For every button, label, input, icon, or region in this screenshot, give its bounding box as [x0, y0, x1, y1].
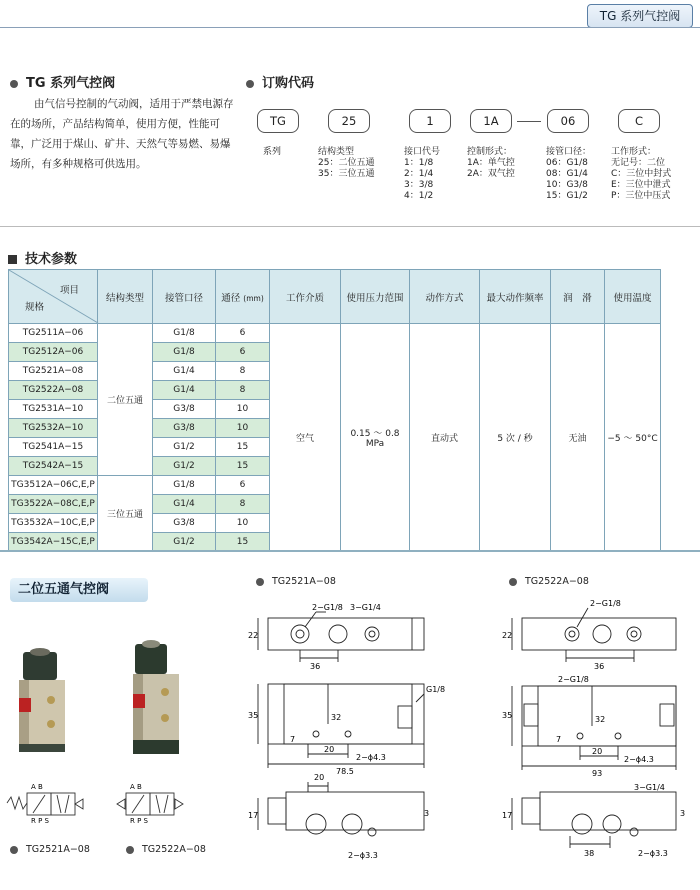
port-cell: G1/4 [153, 362, 216, 381]
spec-header-temp: 使用温度 [605, 270, 661, 324]
d1-hole-note-2: 2−ϕ3.3 [348, 851, 378, 860]
spec-header-medium: 工作介质 [270, 270, 341, 324]
pressure-cell [341, 324, 410, 552]
code-box-control: 1A [470, 109, 512, 133]
code-box-series: TG [257, 109, 299, 133]
technical-drawing-1 [248, 592, 446, 872]
drawing1-label [256, 576, 336, 587]
drawing1-label-text: TG2521A−08 [272, 576, 336, 587]
bore-cell: 8 [216, 362, 270, 381]
diagonal-line [9, 270, 98, 323]
header-rule [0, 27, 700, 28]
bore-cell: 6 [216, 476, 270, 495]
code-box-bore: 06 [547, 109, 589, 133]
d1-dim-35: 35 [248, 711, 259, 720]
spec-header-action: 动作方式 [410, 270, 480, 324]
d2-port-note-2: 2−G1/8 [558, 675, 589, 684]
d2-dim-32: 32 [595, 715, 606, 724]
model-cell: TG3512A−06C,E,P [9, 476, 98, 495]
model-cell: TG3542A−15C,E,P [9, 533, 98, 552]
photo-label-1 [10, 844, 90, 855]
d2-dim-93: 93 [592, 769, 603, 778]
d2-dim-36: 36 [594, 662, 605, 671]
code-desc-control: 控制形式： 1A：单气控 2A：双气控 [467, 147, 515, 179]
spec-corner-cell [9, 270, 98, 324]
spec-header-frequency: 最大动作频率 [480, 270, 551, 324]
port-cell: G1/8 [153, 476, 216, 495]
d2-dim-3: 3 [680, 809, 686, 818]
valve-symbol-1 [7, 793, 83, 815]
bore-unit: (mm) [243, 293, 264, 303]
bullet-dot-icon [10, 80, 18, 88]
port-cell: G1/8 [153, 343, 216, 362]
d1-hole-note: 2−ϕ4.3 [356, 753, 386, 762]
code-box-port: 1 [409, 109, 451, 133]
model-cell: TG2532A−10 [9, 419, 98, 438]
port-cell: G3/8 [153, 400, 216, 419]
drawing2-label-text: TG2522A−08 [525, 576, 589, 587]
code-desc-bore: 接管口径： 06：G1/8 08：G1/4 10：G3/8 15：G1/2 [546, 147, 592, 201]
bullet-square-icon [8, 255, 17, 264]
symbol2-ports-top: A B [130, 783, 142, 791]
d1-port-note: 2−G1/8 [312, 603, 343, 612]
intro-title: TG 系列气控阀 [26, 76, 116, 91]
code-desc-series: 系列 [263, 147, 282, 157]
spec-header-structure: 结构类型 [98, 270, 153, 324]
pressure-range: 0.15 ～ 0.8 [350, 429, 400, 439]
d1-dim-20: 20 [324, 745, 335, 754]
spec-header-pressure: 使用压力范围 [341, 270, 410, 324]
port-cell: G1/2 [153, 457, 216, 476]
code-dash [517, 121, 541, 122]
port-cell: G1/2 [153, 533, 216, 552]
spec-heading [8, 248, 77, 267]
product-section-title: 二位五通气控阀 [10, 578, 148, 602]
symbol1-ports-top: A B [31, 783, 43, 791]
structure-cell: 三位五通 [98, 476, 153, 552]
bore-cell: 15 [216, 438, 270, 457]
order-title: 订购代码 [262, 76, 315, 91]
d2-dim-38: 38 [584, 849, 595, 858]
bullet-dot-icon [246, 80, 254, 88]
valve-symbol-2 [117, 793, 183, 815]
table-row [9, 324, 661, 343]
d1-dim-36: 36 [310, 662, 321, 671]
temp-cell: −5 ～ 50°C [605, 324, 661, 552]
valve-photo-1 [19, 648, 65, 752]
model-cell: TG3532A−10C,E,P [9, 514, 98, 533]
d1-dim-785: 78.5 [336, 767, 354, 776]
bore-cell: 15 [216, 457, 270, 476]
valve-symbols [5, 778, 215, 828]
photo-label-2-text: TG2522A−08 [142, 844, 206, 855]
product-photos [5, 640, 205, 765]
d2-dim-22: 22 [502, 631, 513, 640]
spec-table [8, 269, 661, 552]
d2-dim-7: 7 [556, 735, 562, 744]
port-cell: G3/8 [153, 419, 216, 438]
d2-dim-20: 20 [592, 747, 603, 756]
intro-heading [10, 72, 115, 91]
d1-dim-20b: 20 [314, 773, 325, 782]
bore-cell: 8 [216, 495, 270, 514]
action-cell: 直动式 [410, 324, 480, 552]
bore-cell: 8 [216, 381, 270, 400]
spec-header-row [9, 270, 661, 324]
lube-cell: 无油 [551, 324, 605, 552]
d1-dim-32: 32 [331, 713, 342, 722]
intro-text: 由气信号控制的气动阀，适用于严禁电源存在的场所，产品结构简单，使用方便，性能可靠，广泛用于煤山、矿井、天然气等易燃、易爆场所，有多种规格可供选用。 [10, 98, 234, 170]
corner-top-label: 项目 [59, 285, 79, 296]
symbol2-ports-bottom: R P S [130, 817, 148, 825]
spec-bottom-rule [0, 550, 700, 552]
drawing2-label [509, 576, 589, 587]
code-box-structure: 25 [328, 109, 370, 133]
spec-header-bore [216, 270, 270, 324]
photo-label-1-text: TG2521A−08 [26, 844, 90, 855]
d1-dim-3: 3 [424, 809, 430, 818]
d2-hole-note: 2−ϕ4.3 [624, 755, 654, 764]
d1-port-note-2: 3−G1/4 [350, 603, 381, 612]
structure-cell: 二位五通 [98, 324, 153, 476]
order-heading [246, 72, 314, 91]
d1-dim-22: 22 [248, 631, 259, 640]
model-cell: TG2521A−08 [9, 362, 98, 381]
frequency-cell: 5 次 / 秒 [480, 324, 551, 552]
section-rule [0, 226, 700, 227]
code-desc-mode: 工作形式： 无记号：二位 C：三位中封式 E：三位中泄式 P：三位中压式 [611, 147, 672, 201]
d2-port-note-3: 3−G1/4 [634, 783, 665, 792]
port-cell: G3/8 [153, 514, 216, 533]
bullet-dot-icon [10, 846, 18, 854]
code-desc-port: 接口代号 1：1/8 2：1/4 3：3/8 4：1/2 [404, 147, 441, 201]
model-cell: TG2512A−06 [9, 343, 98, 362]
code-box-mode: C [618, 109, 660, 133]
port-cell: G1/8 [153, 324, 216, 343]
spec-header-lube: 润 滑 [551, 270, 605, 324]
port-cell: G1/4 [153, 381, 216, 400]
code-desc-structure: 结构类型 25：二位五通 35：三位五通 [318, 147, 375, 179]
model-cell: TG2511A−06 [9, 324, 98, 343]
spec-title: 技术参数 [25, 252, 78, 267]
medium-cell: 空气 [270, 324, 341, 552]
d1-g18-note: G1/8 [426, 685, 446, 694]
series-tag: TG 系列气控阀 [587, 4, 693, 28]
port-cell: G1/4 [153, 495, 216, 514]
bore-label: 通径 [221, 292, 241, 304]
pressure-unit: MPa [365, 439, 385, 449]
photo-label-2 [126, 844, 206, 855]
d2-dim-35: 35 [502, 711, 513, 720]
technical-drawing-2 [500, 592, 698, 872]
bullet-dot-icon [256, 578, 264, 586]
model-cell: TG2522A−08 [9, 381, 98, 400]
valve-photo-2 [133, 640, 179, 754]
model-cell: TG2542A−15 [9, 457, 98, 476]
bore-cell: 6 [216, 324, 270, 343]
d2-port-note: 2−G1/8 [590, 599, 621, 608]
bullet-dot-icon [509, 578, 517, 586]
d1-dim-7: 7 [290, 735, 296, 744]
bore-cell: 10 [216, 400, 270, 419]
bore-cell: 15 [216, 533, 270, 552]
bullet-dot-icon [126, 846, 134, 854]
corner-bottom-label: 规格 [25, 302, 45, 313]
bore-cell: 10 [216, 514, 270, 533]
model-cell: TG2531A−10 [9, 400, 98, 419]
model-cell: TG3522A−08C,E,P [9, 495, 98, 514]
spec-header-port: 接管口径 [153, 270, 216, 324]
model-cell: TG2541A−15 [9, 438, 98, 457]
d1-dim-17: 17 [248, 811, 259, 820]
d2-dim-17: 17 [502, 811, 513, 820]
bore-cell: 10 [216, 419, 270, 438]
d2-hole-note-2: 2−ϕ3.3 [638, 849, 668, 858]
bore-cell: 6 [216, 343, 270, 362]
port-cell: G1/2 [153, 438, 216, 457]
symbol1-ports-bottom: R P S [31, 817, 49, 825]
